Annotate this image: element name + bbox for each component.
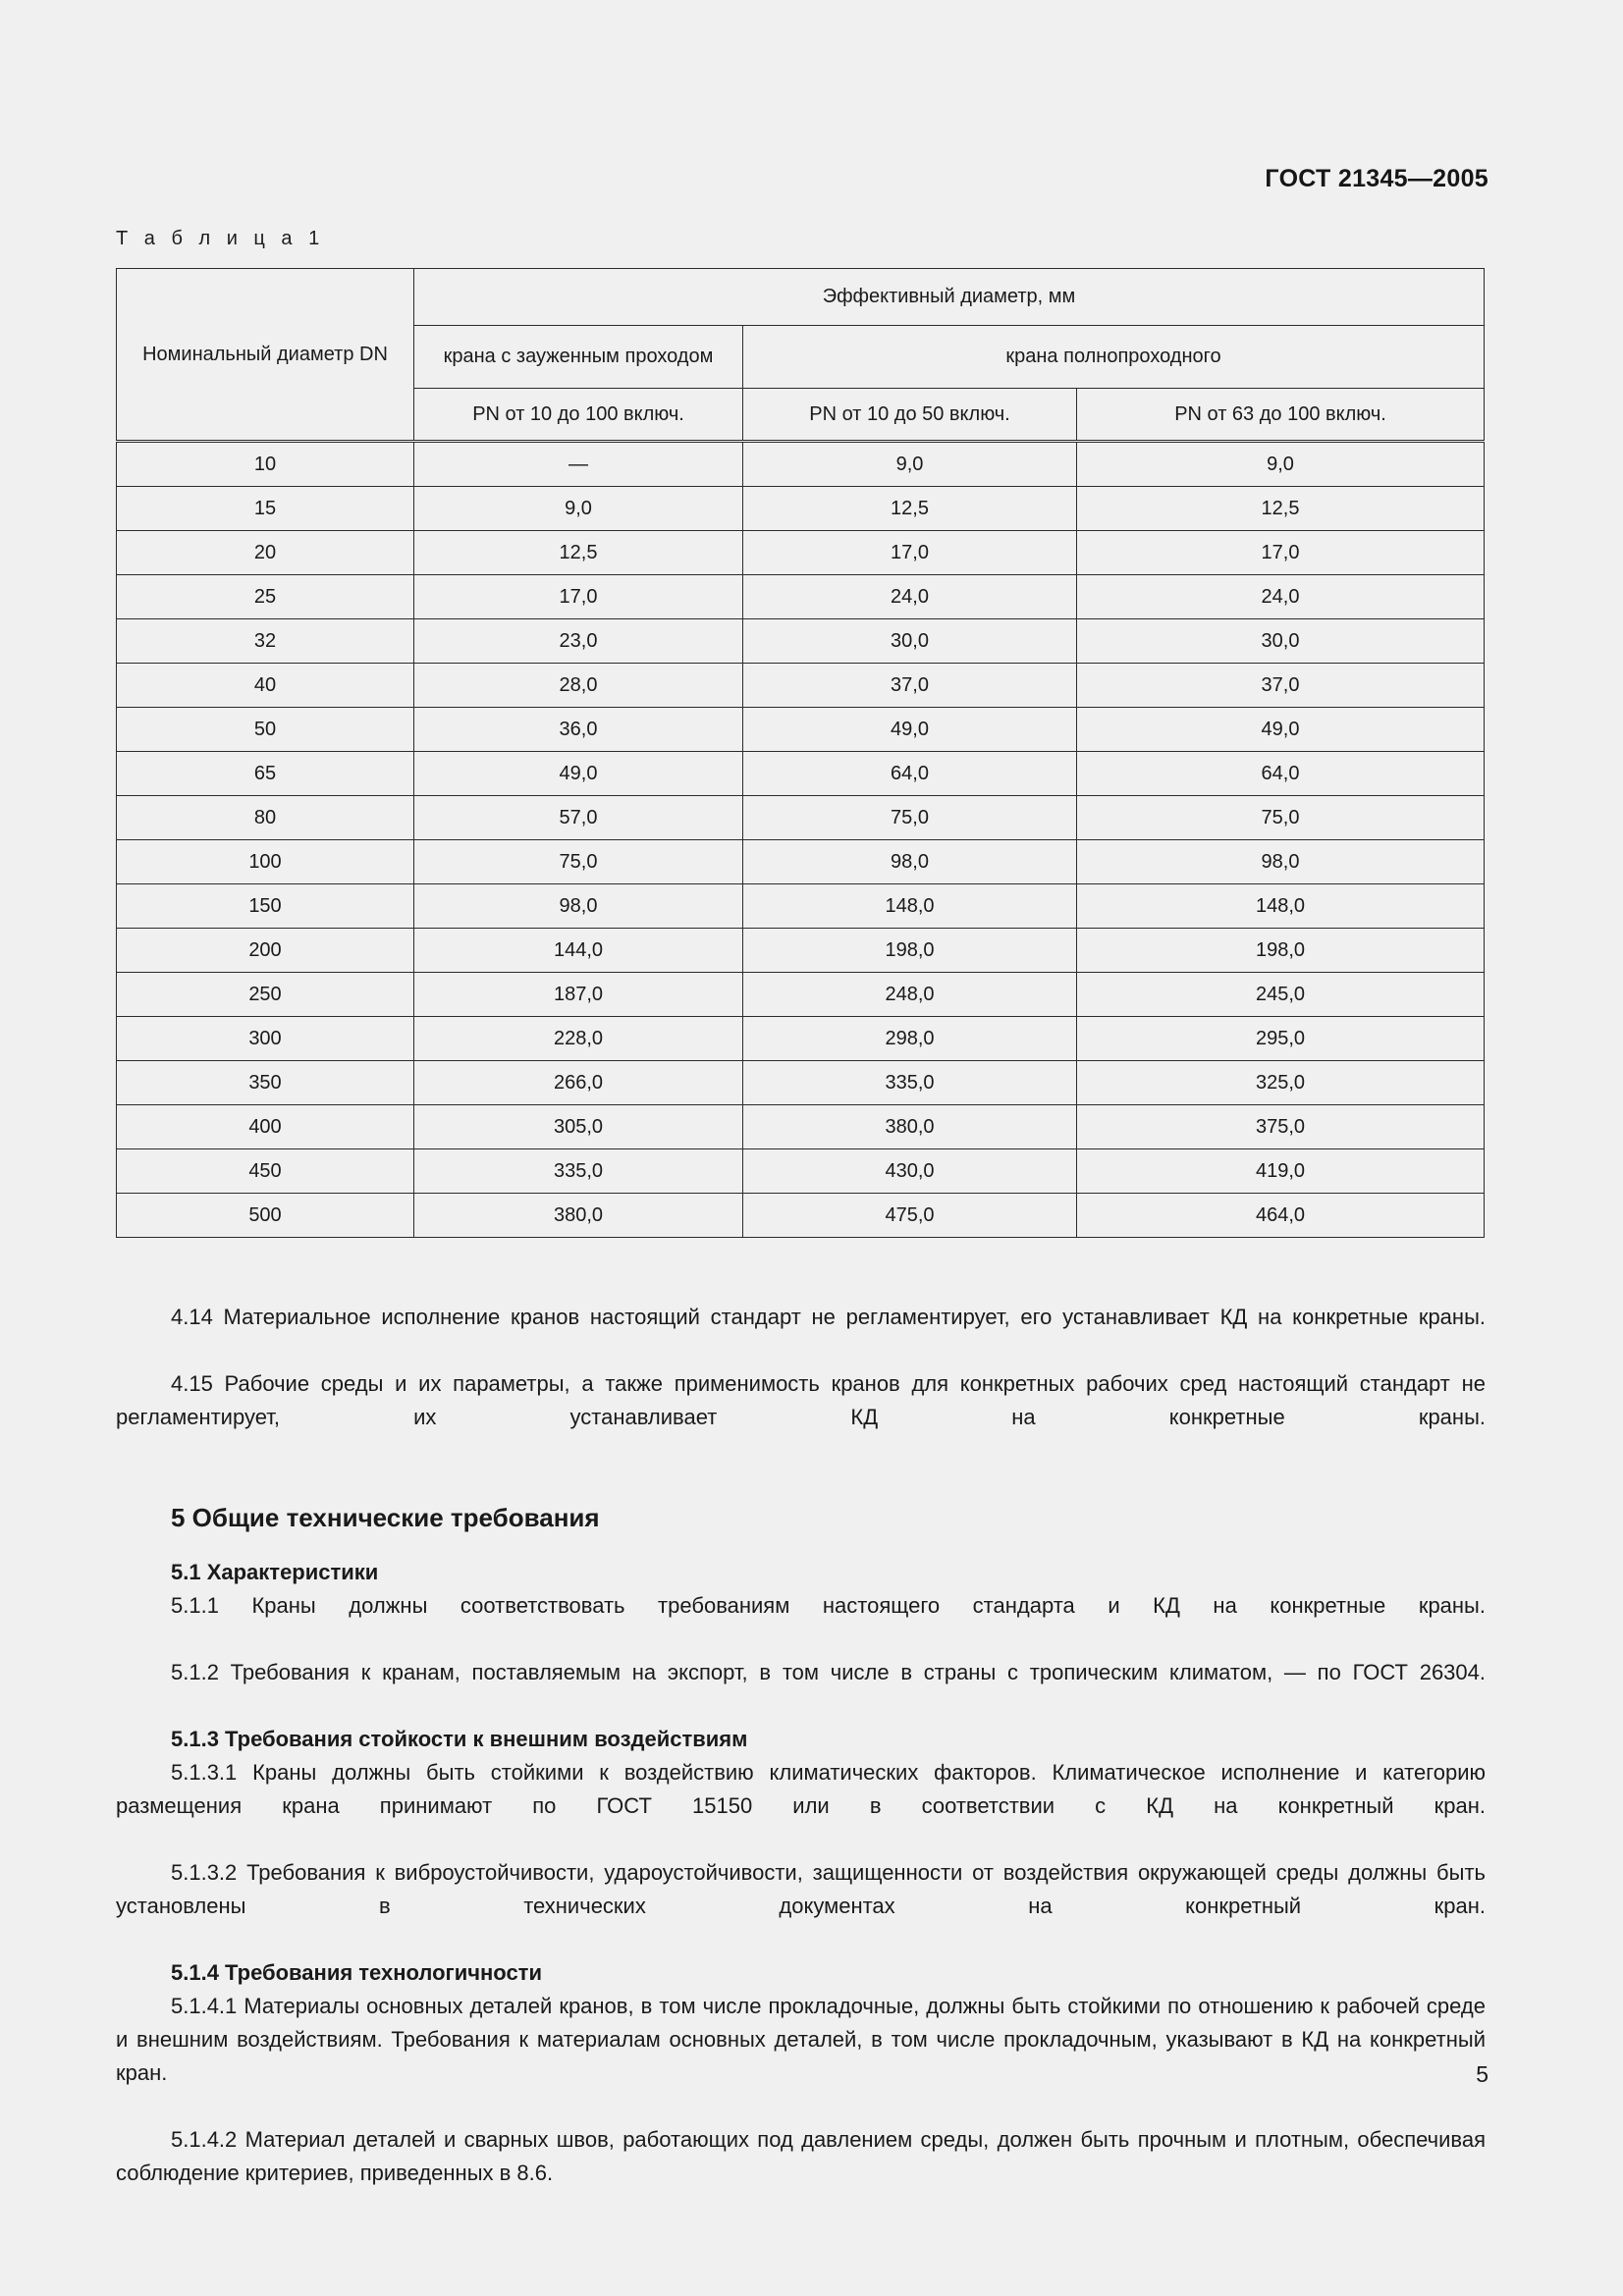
- cell-full-bore-high: 375,0: [1077, 1105, 1485, 1149]
- column-header-pn-reduced: PN от 10 до 100 включ.: [414, 389, 743, 442]
- cell-reduced-bore: 98,0: [414, 884, 743, 929]
- cell-full-bore-high: 325,0: [1077, 1061, 1485, 1105]
- column-header-pn-full-high: PN от 63 до 100 включ.: [1077, 389, 1485, 442]
- table-row: [117, 664, 1485, 708]
- cell-full-bore-high: 37,0: [1077, 664, 1485, 708]
- cell-full-bore-low: 380,0: [743, 1105, 1077, 1149]
- cell-full-bore-high: 17,0: [1077, 531, 1485, 575]
- cell-full-bore-high: 295,0: [1077, 1017, 1485, 1061]
- cell-full-bore-low: 24,0: [743, 575, 1077, 619]
- cell-nominal-diameter: 15: [117, 487, 414, 531]
- cell-nominal-diameter: 150: [117, 884, 414, 929]
- cell-full-bore-low: 49,0: [743, 708, 1077, 752]
- table-row: [117, 708, 1485, 752]
- paragraph-4-15: 4.15 Рабочие среды и их параметры, а также применимость кранов для конкретных рабочих сред настоящий стандарт не регламентирует, их устанавливает КД на конкретные краны.: [116, 1371, 1486, 1429]
- table-header: [117, 269, 1485, 442]
- table-row: [117, 487, 1485, 531]
- cell-full-bore-high: 419,0: [1077, 1149, 1485, 1194]
- cell-full-bore-high: 30,0: [1077, 619, 1485, 664]
- cell-nominal-diameter: 100: [117, 840, 414, 884]
- paragraph-5-1-1: 5.1.1 Краны должны соответствовать требованиям настоящего стандарта и КД на конкретные краны.: [171, 1593, 1486, 1618]
- cell-full-bore-low: 198,0: [743, 929, 1077, 973]
- cell-full-bore-low: 475,0: [743, 1194, 1077, 1238]
- cell-full-bore-low: 335,0: [743, 1061, 1077, 1105]
- heading-section-5-1-3: 5.1.3 Требования стойкости к внешним воздействиям: [171, 1727, 748, 1751]
- cell-nominal-diameter: 65: [117, 752, 414, 796]
- table-body: [117, 442, 1485, 1238]
- column-header-pn-full-low: PN от 10 до 50 включ.: [743, 389, 1077, 442]
- table-row: [117, 929, 1485, 973]
- cell-reduced-bore: 335,0: [414, 1149, 743, 1194]
- table-row: [117, 884, 1485, 929]
- cell-full-bore-high: 12,5: [1077, 487, 1485, 531]
- cell-full-bore-high: 64,0: [1077, 752, 1485, 796]
- table-row: [117, 1061, 1485, 1105]
- cell-reduced-bore: 228,0: [414, 1017, 743, 1061]
- cell-reduced-bore: 9,0: [414, 487, 743, 531]
- cell-full-bore-high: 464,0: [1077, 1194, 1485, 1238]
- cell-full-bore-low: 17,0: [743, 531, 1077, 575]
- effective-diameter-table: [116, 268, 1485, 1238]
- cell-reduced-bore: 144,0: [414, 929, 743, 973]
- cell-full-bore-low: 64,0: [743, 752, 1077, 796]
- cell-full-bore-low: 98,0: [743, 840, 1077, 884]
- cell-nominal-diameter: 400: [117, 1105, 414, 1149]
- standard-number-header: ГОСТ 21345—2005: [1265, 165, 1488, 192]
- paragraph-4-14: 4.14 Материальное исполнение кранов настоящий стандарт не регламентирует, его устанавливает КД на конкретные краны.: [171, 1305, 1486, 1329]
- cell-nominal-diameter: 40: [117, 664, 414, 708]
- table-caption: Т а б л и ц а 1: [116, 228, 325, 249]
- cell-full-bore-low: 30,0: [743, 619, 1077, 664]
- cell-nominal-diameter: 25: [117, 575, 414, 619]
- cell-full-bore-high: 148,0: [1077, 884, 1485, 929]
- cell-nominal-diameter: 350: [117, 1061, 414, 1105]
- cell-reduced-bore: 187,0: [414, 973, 743, 1017]
- cell-nominal-diameter: 50: [117, 708, 414, 752]
- paragraph-5-1-3-1: 5.1.3.1 Краны должны быть стойкими к воздействию климатических факторов. Климатическое исполнение и категорию размещения крана принимают по ГОСТ 15150 или в соответствии с КД на конкретный кран.: [116, 1760, 1486, 1818]
- table-row: [117, 575, 1485, 619]
- cell-full-bore-high: 75,0: [1077, 796, 1485, 840]
- table-row: [117, 796, 1485, 840]
- cell-full-bore-low: 148,0: [743, 884, 1077, 929]
- cell-full-bore-high: 98,0: [1077, 840, 1485, 884]
- table-row: [117, 619, 1485, 664]
- table-row: [117, 840, 1485, 884]
- column-header-reduced-bore: крана с зауженным проходом: [414, 326, 743, 389]
- cell-reduced-bore: 28,0: [414, 664, 743, 708]
- table-header-row-group: [117, 269, 1485, 326]
- cell-full-bore-high: 49,0: [1077, 708, 1485, 752]
- table-row: [117, 973, 1485, 1017]
- cell-nominal-diameter: 80: [117, 796, 414, 840]
- cell-nominal-diameter: 500: [117, 1194, 414, 1238]
- paragraph-5-1-2: 5.1.2 Требования к кранам, поставляемым на экспорт, в том числе в страны с тропическим климатом, — по ГОСТ 26304.: [171, 1660, 1486, 1684]
- page-number: 5: [1476, 2061, 1488, 2087]
- table-row: [117, 1017, 1485, 1061]
- heading-section-5-1-4: 5.1.4 Требования технологичности: [171, 1960, 542, 1985]
- cell-reduced-bore: 12,5: [414, 531, 743, 575]
- cell-reduced-bore: 57,0: [414, 796, 743, 840]
- column-header-nominal-diameter: Номинальный диаметр DN: [117, 269, 414, 442]
- cell-nominal-diameter: 450: [117, 1149, 414, 1194]
- column-header-effective-diameter: Эффективный диаметр, мм: [414, 269, 1485, 326]
- table-row: [117, 442, 1485, 487]
- cell-nominal-diameter: 300: [117, 1017, 414, 1061]
- cell-nominal-diameter: 10: [117, 442, 414, 487]
- cell-reduced-bore: 36,0: [414, 708, 743, 752]
- cell-full-bore-low: 298,0: [743, 1017, 1077, 1061]
- cell-nominal-diameter: 20: [117, 531, 414, 575]
- table-row: [117, 1194, 1485, 1238]
- body-content: [116, 1301, 1486, 2190]
- cell-full-bore-low: 37,0: [743, 664, 1077, 708]
- cell-nominal-diameter: 32: [117, 619, 414, 664]
- table-row: [117, 1105, 1485, 1149]
- table-row: [117, 752, 1485, 796]
- cell-full-bore-high: 24,0: [1077, 575, 1485, 619]
- table-row: [117, 531, 1485, 575]
- heading-section-5-1: 5.1 Характеристики: [171, 1560, 379, 1584]
- cell-full-bore-low: 430,0: [743, 1149, 1077, 1194]
- table-row: [117, 1149, 1485, 1194]
- cell-full-bore-low: 9,0: [743, 442, 1077, 487]
- cell-reduced-bore: 266,0: [414, 1061, 743, 1105]
- cell-full-bore-low: 248,0: [743, 973, 1077, 1017]
- paragraph-5-1-4-2: 5.1.4.2 Материал деталей и сварных швов, работающих под давлением среды, должен быть прочным и плотным, обеспечивая соблюдение критериев, приведенных в 8.6.: [116, 2127, 1486, 2185]
- cell-full-bore-low: 75,0: [743, 796, 1077, 840]
- paragraph-5-1-3-2: 5.1.3.2 Требования к виброустойчивости, удароустойчивости, защищенности от воздействия окружающей среды должны быть установлены в технических документах на конкретный кран.: [116, 1860, 1486, 1918]
- cell-full-bore-high: 198,0: [1077, 929, 1485, 973]
- cell-reduced-bore: 380,0: [414, 1194, 743, 1238]
- paragraph-5-1-4-1: 5.1.4.1 Материалы основных деталей кранов, в том числе прокладочные, должны быть стойкими по отношению к рабочей среде и внешним воздействиям. Требования к материалам основных деталей, в том числе прокладочным, указывают в КД на конкретный кран.: [116, 1994, 1486, 2085]
- heading-section-5: 5 Общие технические требования: [171, 1503, 600, 1532]
- column-header-full-bore: крана полнопроходного: [743, 326, 1485, 389]
- cell-reduced-bore: 305,0: [414, 1105, 743, 1149]
- cell-reduced-bore: 17,0: [414, 575, 743, 619]
- cell-reduced-bore: 23,0: [414, 619, 743, 664]
- cell-reduced-bore: 49,0: [414, 752, 743, 796]
- cell-full-bore-high: 245,0: [1077, 973, 1485, 1017]
- cell-reduced-bore: 75,0: [414, 840, 743, 884]
- cell-reduced-bore: —: [414, 442, 743, 487]
- cell-full-bore-low: 12,5: [743, 487, 1077, 531]
- cell-full-bore-high: 9,0: [1077, 442, 1485, 487]
- cell-nominal-diameter: 250: [117, 973, 414, 1017]
- cell-nominal-diameter: 200: [117, 929, 414, 973]
